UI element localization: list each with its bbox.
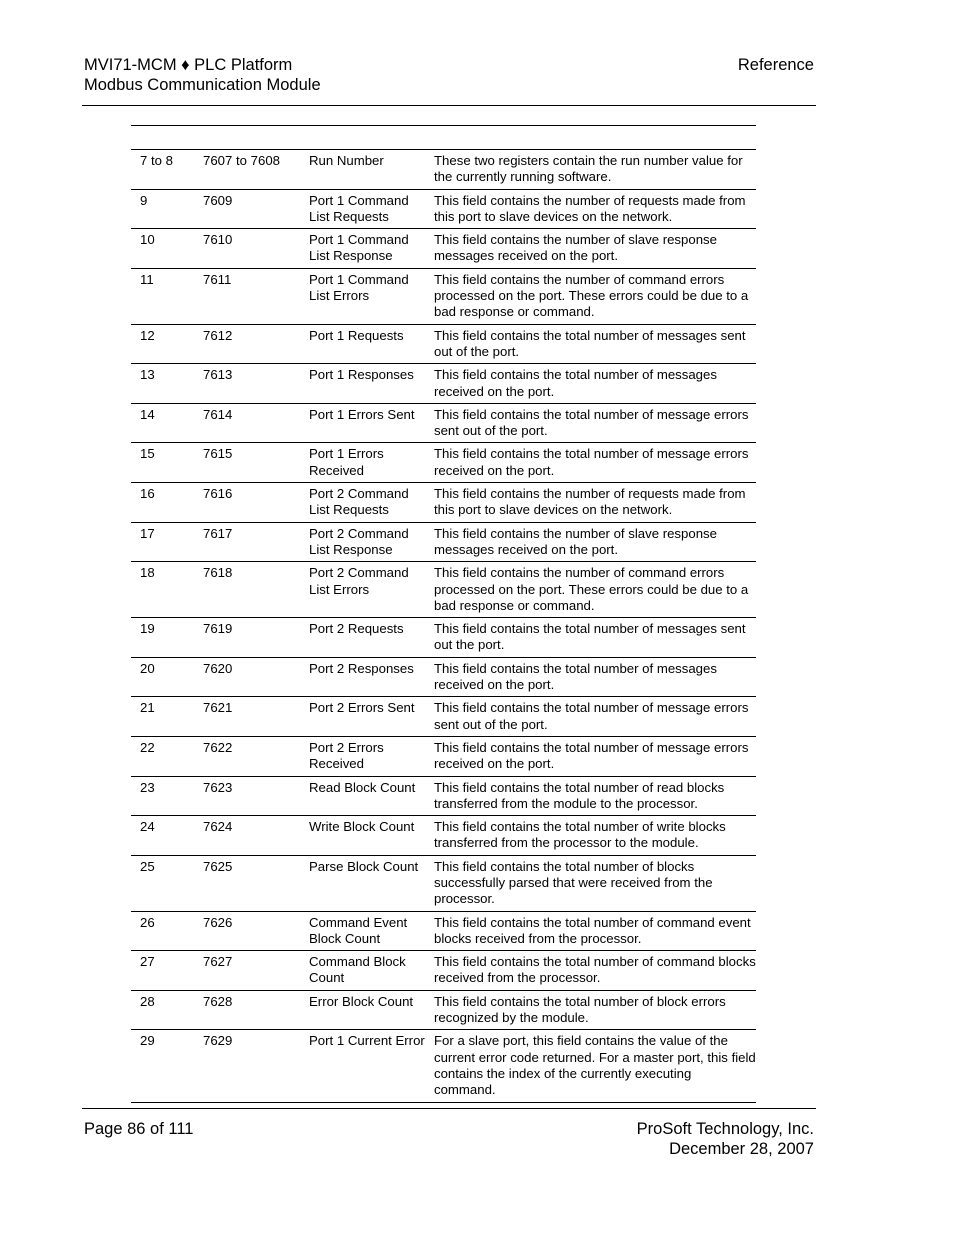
header-product-title: MVI71-MCM ♦ PLC Platform [84, 56, 293, 74]
cell-description: This field contains the number of slave response messages received on the port. [426, 522, 756, 562]
cell-offset: 17 [131, 522, 194, 562]
cell-description: This field contains the total number of read blocks transferred from the module to the processor. [426, 776, 756, 816]
cell-address: 7607 to 7608 [194, 150, 300, 189]
cell-name: Write Block Count [300, 816, 426, 856]
header-module-title: Modbus Communication Module [84, 76, 321, 94]
table-row [131, 736, 756, 776]
cell-address: 7620 [194, 657, 300, 697]
cell-address: 7626 [194, 911, 300, 951]
cell-address: 7613 [194, 364, 300, 404]
register-table [131, 150, 756, 1103]
cell-offset: 7 to 8 [131, 150, 194, 189]
cell-name: Port 2 Requests [300, 618, 426, 658]
cell-offset: 27 [131, 951, 194, 991]
cell-address: 7623 [194, 776, 300, 816]
cell-offset: 11 [131, 268, 194, 324]
header-divider [82, 105, 816, 106]
table-row [131, 229, 756, 269]
cell-description: This field contains the total number of message errors sent out of the port. [426, 403, 756, 443]
cell-address: 7627 [194, 951, 300, 991]
cell-address: 7619 [194, 618, 300, 658]
cell-address: 7615 [194, 443, 300, 483]
cell-offset: 12 [131, 324, 194, 364]
cell-offset: 28 [131, 990, 194, 1030]
cell-description: This field contains the total number of messages received on the port. [426, 657, 756, 697]
cell-address: 7621 [194, 697, 300, 737]
cell-offset: 13 [131, 364, 194, 404]
cell-offset: 9 [131, 189, 194, 229]
page-number: Page 86 of 111 [84, 1120, 194, 1138]
cell-address: 7625 [194, 855, 300, 911]
cell-name: Read Block Count [300, 776, 426, 816]
table-row [131, 657, 756, 697]
cell-offset: 23 [131, 776, 194, 816]
cell-address: 7611 [194, 268, 300, 324]
cell-offset: 14 [131, 403, 194, 443]
table-row [131, 364, 756, 404]
cell-name: Port 1 Current Error [300, 1030, 426, 1102]
register-table-body [131, 150, 756, 1102]
cell-description: This field contains the total number of messages sent out the port. [426, 618, 756, 658]
footer-divider [82, 1108, 816, 1109]
header-title-block [84, 55, 321, 95]
table-row [131, 522, 756, 562]
table-row [131, 951, 756, 991]
cell-offset: 22 [131, 736, 194, 776]
cell-description: This field contains the number of command errors processed on the port. These errors could be due to a bad response or command. [426, 268, 756, 324]
cell-address: 7609 [194, 189, 300, 229]
cell-address: 7628 [194, 990, 300, 1030]
cell-description: These two registers contain the run number value for the currently running software. [426, 150, 756, 189]
cell-address: 7618 [194, 562, 300, 618]
cell-name: Port 1 Command List Response [300, 229, 426, 269]
cell-address: 7614 [194, 403, 300, 443]
cell-name: Port 2 Command List Response [300, 522, 426, 562]
table-row [131, 990, 756, 1030]
cell-name: Port 2 Command List Errors [300, 562, 426, 618]
cell-description: For a slave port, this field contains the value of the current error code returned. For a master port, this field contains the index of the currently executing command. [426, 1030, 756, 1102]
cell-offset: 26 [131, 911, 194, 951]
table-row [131, 1030, 756, 1102]
cell-address: 7624 [194, 816, 300, 856]
table-row [131, 562, 756, 618]
cell-name: Port 2 Responses [300, 657, 426, 697]
cell-description: This field contains the total number of blocks successfully parsed that were received from the processor. [426, 855, 756, 911]
cell-address: 7612 [194, 324, 300, 364]
cell-offset: 20 [131, 657, 194, 697]
cell-description: This field contains the total number of block errors recognized by the module. [426, 990, 756, 1030]
footer-date: December 28, 2007 [669, 1140, 814, 1158]
footer-company: ProSoft Technology, Inc. [636, 1120, 814, 1138]
cell-address: 7622 [194, 736, 300, 776]
table-row [131, 776, 756, 816]
cell-description: This field contains the number of requests made from this port to slave devices on the network. [426, 189, 756, 229]
table-row [131, 483, 756, 523]
table-row [131, 324, 756, 364]
cell-name: Port 1 Command List Requests [300, 189, 426, 229]
cell-offset: 24 [131, 816, 194, 856]
cell-address: 7617 [194, 522, 300, 562]
cell-description: This field contains the total number of message errors received on the port. [426, 736, 756, 776]
cell-address: 7610 [194, 229, 300, 269]
footer-publisher-block [637, 1119, 814, 1159]
cell-description: This field contains the total number of command event blocks received from the processor. [426, 911, 756, 951]
cell-name: Port 1 Requests [300, 324, 426, 364]
header-section: Reference [737, 56, 814, 74]
cell-name: Parse Block Count [300, 855, 426, 911]
cell-offset: 18 [131, 562, 194, 618]
cell-description: This field contains the total number of write blocks transferred from the processor to the module. [426, 816, 756, 856]
table-row [131, 697, 756, 737]
cell-name: Error Block Count [300, 990, 426, 1030]
table-row [131, 816, 756, 856]
cell-name: Command Event Block Count [300, 911, 426, 951]
table-row [131, 189, 756, 229]
cell-name: Command Block Count [300, 951, 426, 991]
cell-name: Port 1 Command List Errors [300, 268, 426, 324]
cell-name: Port 1 Errors Received [300, 443, 426, 483]
cell-offset: 25 [131, 855, 194, 911]
cell-name: Port 2 Errors Sent [300, 697, 426, 737]
cell-address: 7629 [194, 1030, 300, 1102]
table-header-spacer [131, 126, 756, 150]
cell-name: Port 1 Errors Sent [300, 403, 426, 443]
cell-description: This field contains the number of requests made from this port to slave devices on the network. [426, 483, 756, 523]
cell-description: This field contains the number of command errors processed on the port. These errors could be due to a bad response or command. [426, 562, 756, 618]
cell-description: This field contains the total number of messages received on the port. [426, 364, 756, 404]
cell-offset: 16 [131, 483, 194, 523]
table-row [131, 618, 756, 658]
table-row [131, 403, 756, 443]
cell-offset: 10 [131, 229, 194, 269]
cell-description: This field contains the number of slave response messages received on the port. [426, 229, 756, 269]
cell-description: This field contains the total number of command blocks received from the processor. [426, 951, 756, 991]
table-row [131, 268, 756, 324]
cell-description: This field contains the total number of message errors received on the port. [426, 443, 756, 483]
register-table-container [131, 125, 756, 1103]
cell-offset: 15 [131, 443, 194, 483]
table-row [131, 911, 756, 951]
cell-description: This field contains the total number of messages sent out of the port. [426, 324, 756, 364]
cell-address: 7616 [194, 483, 300, 523]
table-row [131, 443, 756, 483]
cell-name: Run Number [300, 150, 426, 189]
cell-offset: 21 [131, 697, 194, 737]
cell-name: Port 2 Command List Requests [300, 483, 426, 523]
cell-offset: 19 [131, 618, 194, 658]
table-row [131, 150, 756, 189]
cell-offset: 29 [131, 1030, 194, 1102]
cell-name: Port 2 Errors Received [300, 736, 426, 776]
table-row [131, 855, 756, 911]
cell-name: Port 1 Responses [300, 364, 426, 404]
cell-description: This field contains the total number of message errors sent out of the port. [426, 697, 756, 737]
